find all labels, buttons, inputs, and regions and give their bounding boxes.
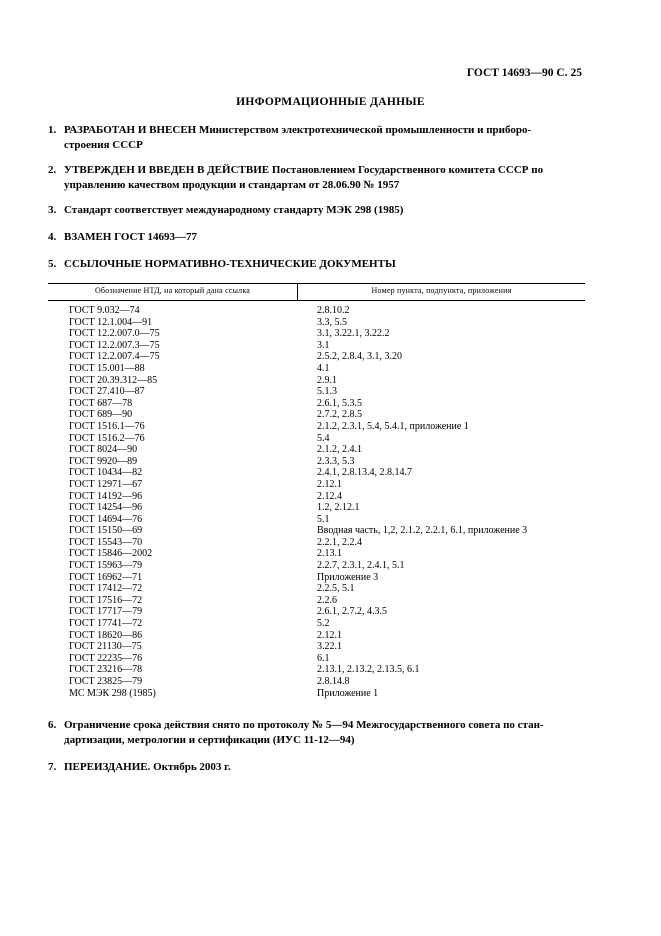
table-row	[48, 398, 585, 410]
clause-cell: 2.2.7, 2.3.1, 2.4.1, 5.1	[317, 560, 405, 572]
table-row	[48, 421, 585, 433]
table-row	[48, 676, 585, 688]
item-text-line: ССЫЛОЧНЫЕ НОРМАТИВНО-ТЕХНИЧЕСКИЕ ДОКУМЕНТЫ	[64, 258, 396, 270]
clause-cell: 2.1.2, 2.3.1, 5.4, 5.4.1, приложение 1	[317, 420, 469, 432]
document-cell: ГОСТ 12971—67	[69, 478, 143, 490]
info-item-5	[48, 257, 588, 272]
info-item-3	[48, 203, 588, 218]
document-cell: ГОСТ 9920—89	[69, 455, 138, 467]
table-row	[48, 340, 585, 352]
info-item-6	[48, 718, 588, 748]
clause-cell: 3.1	[317, 339, 330, 351]
document-cell: ГОСТ 23216—78	[69, 664, 143, 676]
document-cell: ГОСТ 12.2.007.3—75	[69, 339, 160, 351]
clause-cell: 2.6.1, 5.3.5	[317, 397, 362, 409]
table-row	[48, 525, 585, 537]
clause-cell: 5.1.3	[317, 386, 337, 398]
document-cell: ГОСТ 15963—79	[69, 560, 143, 572]
document-cell: ГОСТ 17516—72	[69, 594, 143, 606]
clause-cell: 2.13.1, 2.13.2, 2.13.5, 6.1	[317, 664, 420, 676]
table-row	[48, 317, 585, 329]
table-row	[48, 456, 585, 468]
table-row	[48, 351, 585, 363]
table-row	[48, 548, 585, 560]
clause-cell: 2.1.2, 2.4.1	[317, 444, 362, 456]
info-item-1	[48, 123, 588, 153]
table-row	[48, 444, 585, 456]
table-body	[48, 305, 585, 699]
table-row	[48, 537, 585, 549]
table-row	[48, 305, 585, 317]
document-cell: ГОСТ 15543—70	[69, 536, 143, 548]
table-top-rule	[48, 283, 585, 284]
item-number: 4.	[48, 231, 57, 243]
table-row	[48, 688, 585, 700]
document-cell: ГОСТ 9.032—74	[69, 305, 140, 316]
document-cell: ГОСТ 15150—69	[69, 525, 143, 537]
clause-cell: 2.5.2, 2.8.4, 3.1, 3.20	[317, 351, 402, 363]
item-number: 2.	[48, 164, 57, 176]
item-number: 3.	[48, 204, 57, 216]
item-text-line: УТВЕРЖДЕН И ВВЕДЕН В ДЕЙСТВИЕ Постановлением Государственного комитета СССР по	[64, 164, 544, 176]
item-text-line: строения СССР	[64, 139, 143, 151]
table-row	[48, 375, 585, 387]
document-cell: ГОСТ 14694—76	[69, 513, 143, 525]
clause-cell: 5.2	[317, 618, 330, 630]
info-item-2	[48, 163, 588, 193]
document-cell: МС МЭК 298 (1985)	[69, 687, 156, 699]
document-cell: ГОСТ 1516.2—76	[69, 432, 145, 444]
clause-cell: 2.2.5, 5.1	[317, 583, 355, 595]
table-header-document: Обозначение НТД, на который дана ссылка	[94, 286, 251, 295]
table-row	[48, 618, 585, 630]
table-row	[48, 491, 585, 503]
table-header-clause: Номер пункта, подпункта, приложения	[371, 286, 512, 295]
document-cell: ГОСТ 12.1.004—91	[69, 316, 153, 328]
document-cell: ГОСТ 20.39.312—85	[69, 374, 158, 386]
clause-cell: 3.3, 5.5	[317, 316, 347, 328]
item-number: 5.	[48, 258, 57, 270]
item-number: 7.	[48, 761, 57, 773]
clause-cell: 5.4	[317, 432, 330, 444]
clause-cell: 2.3.3, 5.3	[317, 455, 355, 467]
clause-cell: 2.7.2, 2.8.5	[317, 409, 362, 421]
document-cell: ГОСТ 689—90	[69, 409, 133, 421]
clause-cell: Приложение 3	[317, 571, 379, 583]
clause-cell: 2.13.1	[317, 548, 342, 560]
table-row	[48, 606, 585, 618]
clause-cell: Вводная часть, 1,2, 2.1.2, 2.2.1, 6.1, приложение 3	[317, 525, 528, 537]
clause-cell: 2.8.10.2	[317, 305, 350, 316]
clause-cell: 3.22.1	[317, 641, 342, 653]
item-text-line: ВЗАМЕН ГОСТ 14693—77	[64, 231, 198, 243]
table-row	[48, 433, 585, 445]
document-cell: ГОСТ 21130—75	[69, 641, 142, 653]
item-text-line: РАЗРАБОТАН И ВНЕСЕН Министерством электротехнической промышленности и приборo-	[64, 124, 532, 136]
clause-cell: 2.12.4	[317, 490, 342, 502]
table-header-rule	[48, 300, 585, 301]
table-row	[48, 560, 585, 572]
clause-cell: 2.9.1	[317, 374, 337, 386]
document-cell: ГОСТ 17412—72	[69, 583, 143, 595]
document-cell: ГОСТ 12.2.007.4—75	[69, 351, 160, 363]
document-cell: ГОСТ 14254—96	[69, 502, 143, 514]
table-row	[48, 328, 585, 340]
clause-cell: 4.1	[317, 362, 330, 374]
document-cell: ГОСТ 16962—71	[69, 571, 143, 583]
document-cell: ГОСТ 18620—86	[69, 629, 143, 641]
clause-cell: 2.4.1, 2.8.13.4, 2.8.14.7	[317, 467, 412, 479]
item-text-line: Стандарт соответствует международному стандарту МЭК 298 (1985)	[64, 204, 404, 216]
item-text-line: дартизации, метрологии и сертификации (ИУС 11-12—94)	[64, 734, 355, 746]
document-cell: ГОСТ 1516.1—76	[69, 420, 145, 432]
document-cell: ГОСТ 687—78	[69, 397, 133, 409]
item-text-line: Ограничение срока действия снято по протоколу № 5—94 Межгосударственного совета по стан-	[64, 719, 544, 731]
table-row	[48, 467, 585, 479]
table-row	[48, 479, 585, 491]
table-row	[48, 583, 585, 595]
document-cell: ГОСТ 17717—79	[69, 606, 143, 618]
clause-cell: 2.2.1, 2.2.4	[317, 536, 362, 548]
table-row	[48, 572, 585, 584]
table-row	[48, 409, 585, 421]
document-cell: ГОСТ 22235—76	[69, 652, 143, 664]
clause-cell: 2.8.14.8	[317, 676, 350, 687]
info-item-7	[48, 760, 588, 775]
document-cell: ГОСТ 14192—96	[69, 490, 143, 502]
table-row	[48, 514, 585, 526]
document-cell: ГОСТ 17741—72	[69, 618, 143, 630]
item-number: 6.	[48, 719, 57, 731]
table-row	[48, 502, 585, 514]
table-row	[48, 630, 585, 642]
item-text-line: ПЕРЕИЗДАНИЕ. Октябрь 2003 г.	[64, 761, 231, 773]
info-item-4	[48, 230, 588, 245]
table-row	[48, 641, 585, 653]
table-row	[48, 363, 585, 375]
table-row	[48, 653, 585, 665]
document-cell: ГОСТ 10434—82	[69, 467, 143, 479]
clause-cell: 5.1	[317, 513, 330, 525]
clause-cell: 2.12.1	[317, 478, 342, 490]
page-header: ГОСТ 14693—90 С. 25	[466, 67, 582, 79]
table-row	[48, 386, 585, 398]
document-cell: ГОСТ 23825—79	[69, 676, 143, 687]
document-cell: ГОСТ 15.001—88	[69, 362, 145, 374]
clause-cell: 3.1, 3.22.1, 3.22.2	[317, 328, 390, 340]
clause-cell: 6.1	[317, 652, 330, 664]
clause-cell: 1.2, 2.12.1	[317, 502, 360, 514]
document-cell: ГОСТ 12.2.007.0—75	[69, 328, 160, 340]
clause-cell: 2.6.1, 2.7.2, 4.3.5	[317, 606, 387, 618]
table-row	[48, 664, 585, 676]
table-row	[48, 595, 585, 607]
item-number: 1.	[48, 124, 57, 136]
document-cell: ГОСТ 15846—2002	[69, 548, 153, 560]
clause-cell: 2.12.1	[317, 629, 342, 641]
document-cell: ГОСТ 8024—90	[69, 444, 138, 456]
clause-cell: Приложение 1	[317, 687, 379, 699]
clause-cell: 2.2.6	[317, 594, 337, 606]
page-title: ИНФОРМАЦИОННЫЕ ДАННЫЕ	[236, 96, 425, 108]
document-cell: ГОСТ 27.410—87	[69, 386, 145, 398]
item-text-line: управлению качеством продукции и стандартам от 28.06.90 № 1957	[64, 179, 400, 191]
